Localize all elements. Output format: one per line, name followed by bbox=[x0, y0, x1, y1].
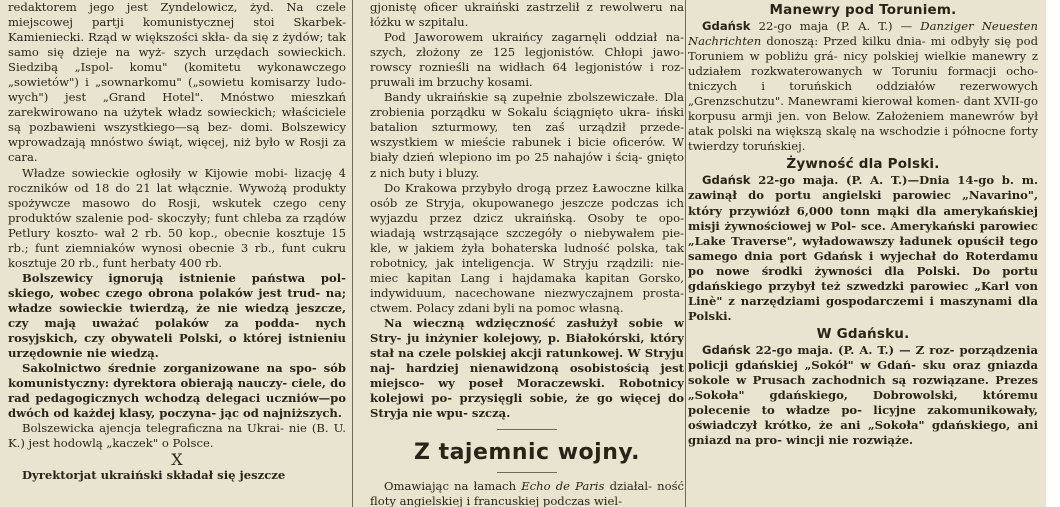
dateline: Gdańsk bbox=[702, 342, 751, 357]
line: da się z żydów; tak samo się dzieje na wyż- bbox=[8, 30, 346, 60]
article-paragraph-bialokorski: Na wieczną wdzięczność zasłużył sobie w Stry- ju inżynier kolejowy, p. Białokórski, który stał na czele polskiej akcji ratunkowej. W Stryju naj- hardziej nienawidzoną osobistością jest miejsco- wy poseł Moraczewski. Robotnicy kolejowi po- przysięgli sobie, że go więcej do Stryja nie wpu- szczą. bbox=[370, 315, 684, 421]
article-paragraph-manoeuvres bbox=[688, 19, 1038, 154]
headline-in-gdansk: W Gdańsku. bbox=[816, 325, 910, 342]
article-paragraph-directorate: Dyrektorjat ukraiński składał się jeszcze bbox=[22, 468, 286, 483]
text: 22-go maja. (P. A. T.) — Z roz- porządzenia policji gdańskiej „Sokół" w Gdań- sku oraz gniazda sokole w Prusach zachodnich są rozwiązane. Prezes „Sokoła" gdańskiego, Dobrowolski, któremu polecenie to władze po- licyjne zakomunikowały, oświadczył krótko, że ani „Sokoła" gdańskiego, ani gniazd na pro- wincji nie rozwiąże. bbox=[688, 342, 1038, 448]
line: wych") jest „Grand Hotel". Mnóstwo mieszkań bbox=[8, 90, 346, 105]
article-paragraph-schools: Sakolnictwo średnie zorganizowane na spo- sób komunistyczny: dyrektora obierają nauczy- ciele, do rad pedagogicznych wchodzą delegaci uczniów—po dwóch od każdej klasy, poczyna- jąc od najniższych. bbox=[8, 361, 346, 421]
article-paragraph-stryj: Do Krakowa przybyło drogą przez Ławoczne kilka osób ze Stryja, okupowanego jeszcze podczas ich wyjazdu przez dzicz ukraińską. Osoby te opo- wiadają wstrząsające szczegóły o niebywałem pie- kle, w jakiem żyła bohaterska ludność polska, tak robotnicy, jak inteligencja. W Stryju rządzili: nie- miec kapitan Lang i hajdamaka kapitan Gorsko, indywiduum, nacechowane niezwyczajnem prosta- ctwem. Polacy zdani byli na pomoc własną. bbox=[370, 180, 684, 315]
line: czele miejscowej partji komunistycznej stoi bbox=[8, 0, 346, 30]
line: zarekwirowano na użytek władz sowieckich; bbox=[8, 105, 276, 120]
column-rule bbox=[352, 0, 353, 507]
article-paragraph-jaworow: Pod Jaworowem ukraińcy zagarnęli oddział na- szych, złożony ze 125 legjonistów. Chłopi jawo- rowscy roznieśli na widłach 64 legjonistów i roz- pruwali im brzuchy kosami. bbox=[370, 30, 684, 90]
divider bbox=[497, 472, 557, 473]
dateline: Gdańsk bbox=[702, 173, 751, 188]
section-separator-cross: X bbox=[171, 450, 183, 470]
article-paragraph-food bbox=[688, 173, 1038, 323]
column-rule bbox=[685, 0, 686, 507]
publication-name: Echo de Paris bbox=[521, 479, 605, 494]
line: Skarbek-Kamieniecki. Rząd w większości skła- bbox=[8, 15, 346, 45]
article-paragraph-polish-state: Bolszewicy ignorują istnienie państwa pol- skiego, wobec czego obrona polaków jest trud- na; władze sowieckie twierdzą, że nie wiedzą jeszcze, czy mają uważać polaków za podda- nych rosyjskich, czy obywateli Polski, o której istnieniu urzędownie nie wiedzą. bbox=[8, 270, 346, 361]
column-left bbox=[8, 0, 346, 507]
line: szych urzędach sowieckich. Siedzibą „Ispol- bbox=[8, 45, 346, 75]
line: komu" (komitetu wykonawczego „sowietów") bbox=[8, 60, 346, 90]
line: właściciele są pozbawieni wszystkiego—są bez- bbox=[8, 105, 346, 135]
headline-secrets-of-war: Z tajemnic wojny. bbox=[413, 440, 641, 466]
headline-manoeuvres: Manewry pod Toruniem. bbox=[769, 2, 957, 18]
dateline: Gdańsk bbox=[702, 19, 751, 33]
article-paragraph-mobilization: Władze sowieckie ogłosiły w Kijowie mobi- lizację 4 roczników od 18 do 21 lat włącznie. Wywożą produkty spożywcze masowo do Rosji, wskutek czego ceny produktów szalenie pod- skoczyły; funt chleba za rządów Petlury koszto- wał 2 rb. 50 kop., obecnie kosztuje 15 rb.; funt ziemniaków wynosi obecnie 3 rb., funt cukru kosztuje 20 rb., funt herbaty 400 rb. bbox=[8, 165, 346, 270]
page-margin bbox=[1046, 0, 1060, 507]
article-paragraph-sokal: Bandy ukraińskie są zupełnie zbolszewiczałe. Dla zrobienia porządku w Sokalu ściągnięto ukra- iński batalion szturmowy, ten zaś urządził przede- wszystkiem w mieście rabunek i bicie oficerów. W biały dzień wlepiono im po 25 nahajów i ścią- gnięto z nich buty i bluzy. bbox=[370, 90, 684, 180]
article-paragraph-soviet-kyiv bbox=[8, 0, 346, 166]
text: 22-go maja. (P. A. T.)—Dnia 14-go b. m. zawinął do portu angielski parowiec „Navarino", który przywiózł 6,000 tonn mąki dla amerykańskiej misji żywnościowej w Pol- sce. Amerykański parowiec „Lake Traverse", wyładowawszy ładunek opuścił tego samego dnia port Gdańsk i wyjechał do Roterdamu po nowe środki żywności dla Polski. Do portu gdańskiego przybył też szwedzki parowiec „Karl von Linè" z narzędziami gospodarczemi i maszynami dla Polski. bbox=[688, 173, 1038, 323]
text: donoszą: Przed kilku dnia- mi odbyły się pod Toruniem w pobliżu grá- nicy polskiej wielkie manewry z udziałem rozkwaterowanych w Toruniu formacji ocho- tniczych i toruńskich oddziałów rezerwowych „Grenzschutzu". Manewrami kierował komen- dant XVII-go korpusu armji jen. von Below. Założeniem manewrów był atak polski na większą skalę na wschodzie i północne forty twierdzy toruńskiej. bbox=[688, 34, 1038, 154]
line: i „sownarkomu" („sowietu komisarzy ludo- bbox=[85, 75, 346, 90]
text: Omawiając na łamach bbox=[384, 479, 517, 494]
text: 22-go maja (P. A. T.) — bbox=[758, 19, 913, 33]
line: świąt, więcej, niż było w Rosji za cara. bbox=[8, 135, 346, 165]
article-paragraph-telegraph: Bolszewicka ajencja telegraficzna na Ukrai- nie (B. U. K.) jest hodowlą „kaczek" o Polsce. bbox=[8, 421, 346, 451]
line: redaktorem jego jest Zyndelowicz, żyd. Na bbox=[8, 0, 304, 14]
line: domi. Bolszewicy wprowadzają mnóstwo bbox=[8, 120, 346, 150]
article-paragraph-echo-de-paris bbox=[370, 479, 684, 507]
column-right bbox=[688, 0, 1038, 507]
divider bbox=[497, 429, 557, 430]
article-paragraph-sokol bbox=[688, 343, 1038, 448]
headline-food-for-poland: Żywność dla Polski. bbox=[786, 156, 940, 173]
publication-name: Danziger Neuesten Nachrichten bbox=[688, 19, 1038, 49]
column-middle bbox=[370, 0, 684, 507]
text: działal- ność floty angielskiej i francuskiej podczas wiel- bbox=[370, 479, 684, 507]
article-paragraph-hospital: gjonistę oficer ukraiński zastrzelił z rewolweru na łóżku w szpitalu. bbox=[370, 0, 684, 30]
